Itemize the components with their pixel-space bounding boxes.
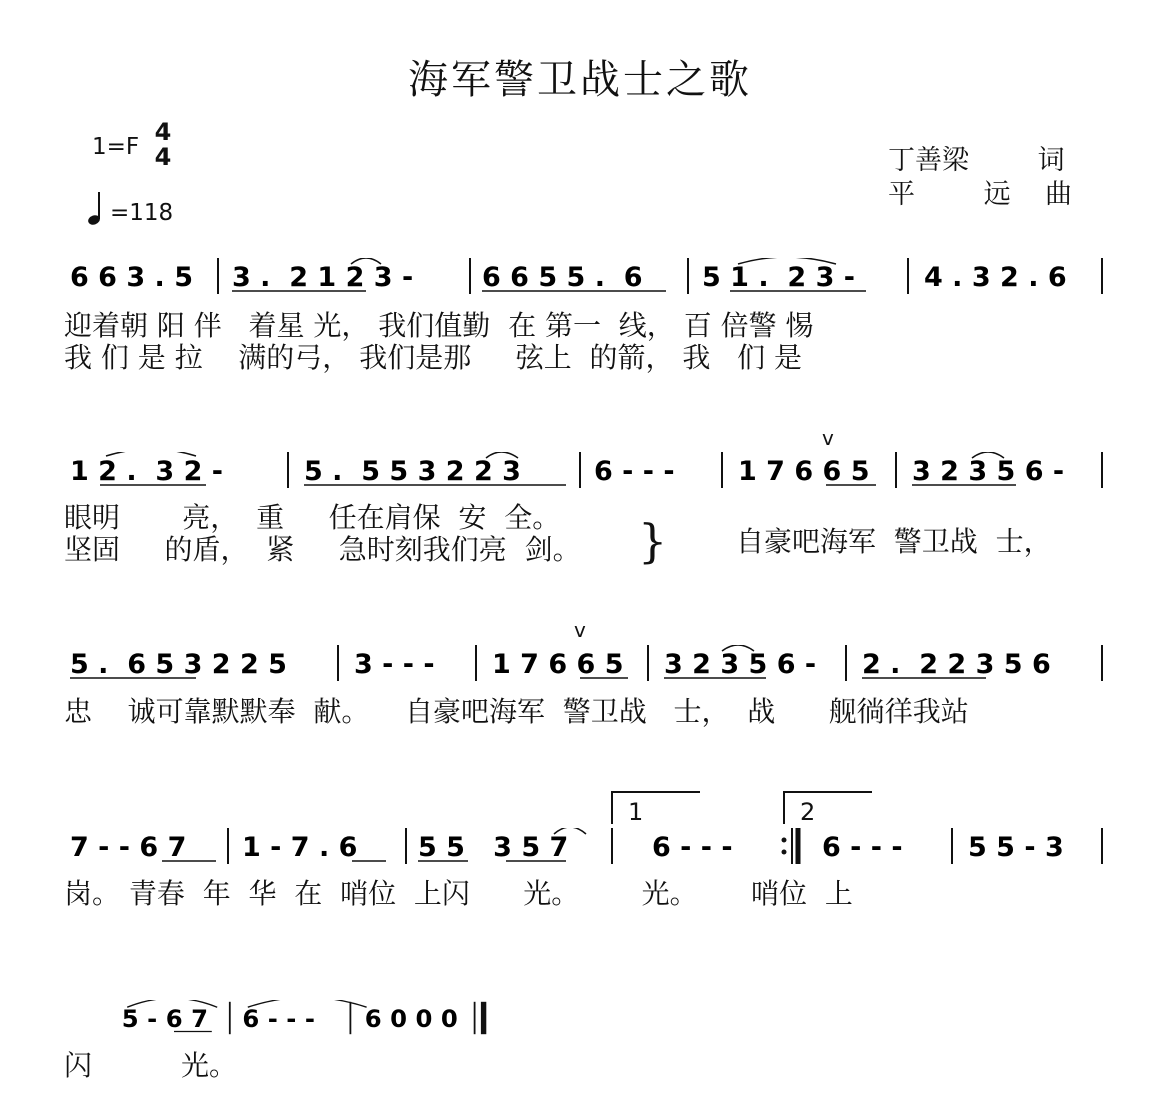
measure-4-4: 6 - - - <box>652 832 733 863</box>
measure-3-4: 3 2 3 5 6 - <box>664 649 817 680</box>
lyrics-row-5: 闪 光。 <box>64 1049 238 1082</box>
volta-1-label: 1 <box>628 798 644 826</box>
lyrics-row-1-verse-2: 我 们 是 拉 满的弓， 我们是那 弦上 的箭， 我 们 是 <box>64 341 803 374</box>
measure-2-1: 1 2 . 3 2 - <box>70 456 224 487</box>
time-signature <box>152 120 174 170</box>
quarter-note-icon <box>86 188 112 228</box>
measure-4-6: 5 5 - 3 <box>968 832 1064 863</box>
time-signature-top: 4 <box>154 118 172 146</box>
measure-5-3: 6 0 0 0 <box>364 1004 458 1033</box>
measure-2-2: 5 . 5 5 3 2 2 3 <box>304 456 521 487</box>
measure-1-3: 6 6 5 5 . 6 <box>482 262 643 293</box>
music-row-2 <box>66 452 1110 488</box>
music-row-4 <box>66 828 1110 864</box>
song-title: 海军警卫战士之歌 <box>408 57 752 103</box>
measure-5-2: 6 - - - <box>242 1004 315 1033</box>
breath-mark: v <box>822 426 834 450</box>
lyricist-credit: 丁善梁 词 <box>888 145 1065 176</box>
lyrics-row-2-verse-2: 坚固 的盾， 紧 急时刻我们亮 剑。 <box>64 533 581 566</box>
measure-4-5: 6 - - - <box>822 832 903 863</box>
measure-3-3: 1 7 6 6 5 <box>492 649 624 680</box>
verse-brace: } <box>638 514 668 568</box>
lyrics-row-4: 岗。 青春 年 华 在 哨位 上闪 光。 光。 哨位 上 <box>64 877 853 910</box>
measure-2-4: 1 7 6 6 5 <box>738 456 870 487</box>
lyrics-row-2-refrain: 自豪吧海军 警卫战 士， <box>736 525 1052 558</box>
music-row-5 <box>66 1000 1110 1036</box>
measure-1-5: 4 . 3 2 . 6 <box>924 262 1067 293</box>
measure-5-1: 5 - 6 7 <box>121 1004 208 1033</box>
measure-3-5: 2 . 2 2 3 5 6 <box>862 649 1051 680</box>
composer-credit: 平 远 曲 <box>888 179 1072 210</box>
lyrics-row-2-verse-1: 眼明 亮， 重 任在肩保 安 全。 <box>64 501 561 534</box>
tempo-marking: =118 <box>110 200 174 226</box>
measure-2-5: 3 2 3 5 6 - <box>912 456 1065 487</box>
measure-1-4: 5 1 . 2 3 - <box>702 262 856 293</box>
measure-3-1: 5 . 6 5 3 2 2 5 <box>70 649 287 680</box>
breath-mark-2: v <box>574 618 586 642</box>
measure-4-3: 5 5 3 5 7 <box>418 832 569 863</box>
key-signature: 1=F <box>92 134 140 160</box>
measure-4-2: 1 - 7 . 6 <box>242 832 358 863</box>
music-row-1 <box>66 258 1110 294</box>
music-row-3 <box>66 645 1110 681</box>
lyrics-row-3: 忠 诚可靠默默奉 献。 自豪吧海军 警卫战 士， 战 舰徜徉我站 <box>64 695 969 728</box>
measure-3-2: 3 - - - <box>354 649 435 680</box>
volta-brackets <box>600 788 900 828</box>
measure-4-1: 7 - - 6 7 <box>70 832 187 863</box>
measure-1-2: 3 . 2 1 2 3 - <box>232 262 414 293</box>
time-signature-bottom: 4 <box>154 143 172 171</box>
lyrics-row-1-verse-1: 迎着朝 阳 伴 着星 光， 我们值勤 在 第一 线， 百 倍警 惕 <box>64 309 814 342</box>
volta-2-label: 2 <box>800 798 816 826</box>
measure-1-1: 6 6 3 . 5 <box>70 262 194 293</box>
measure-2-3: 6 - - - <box>594 456 675 487</box>
